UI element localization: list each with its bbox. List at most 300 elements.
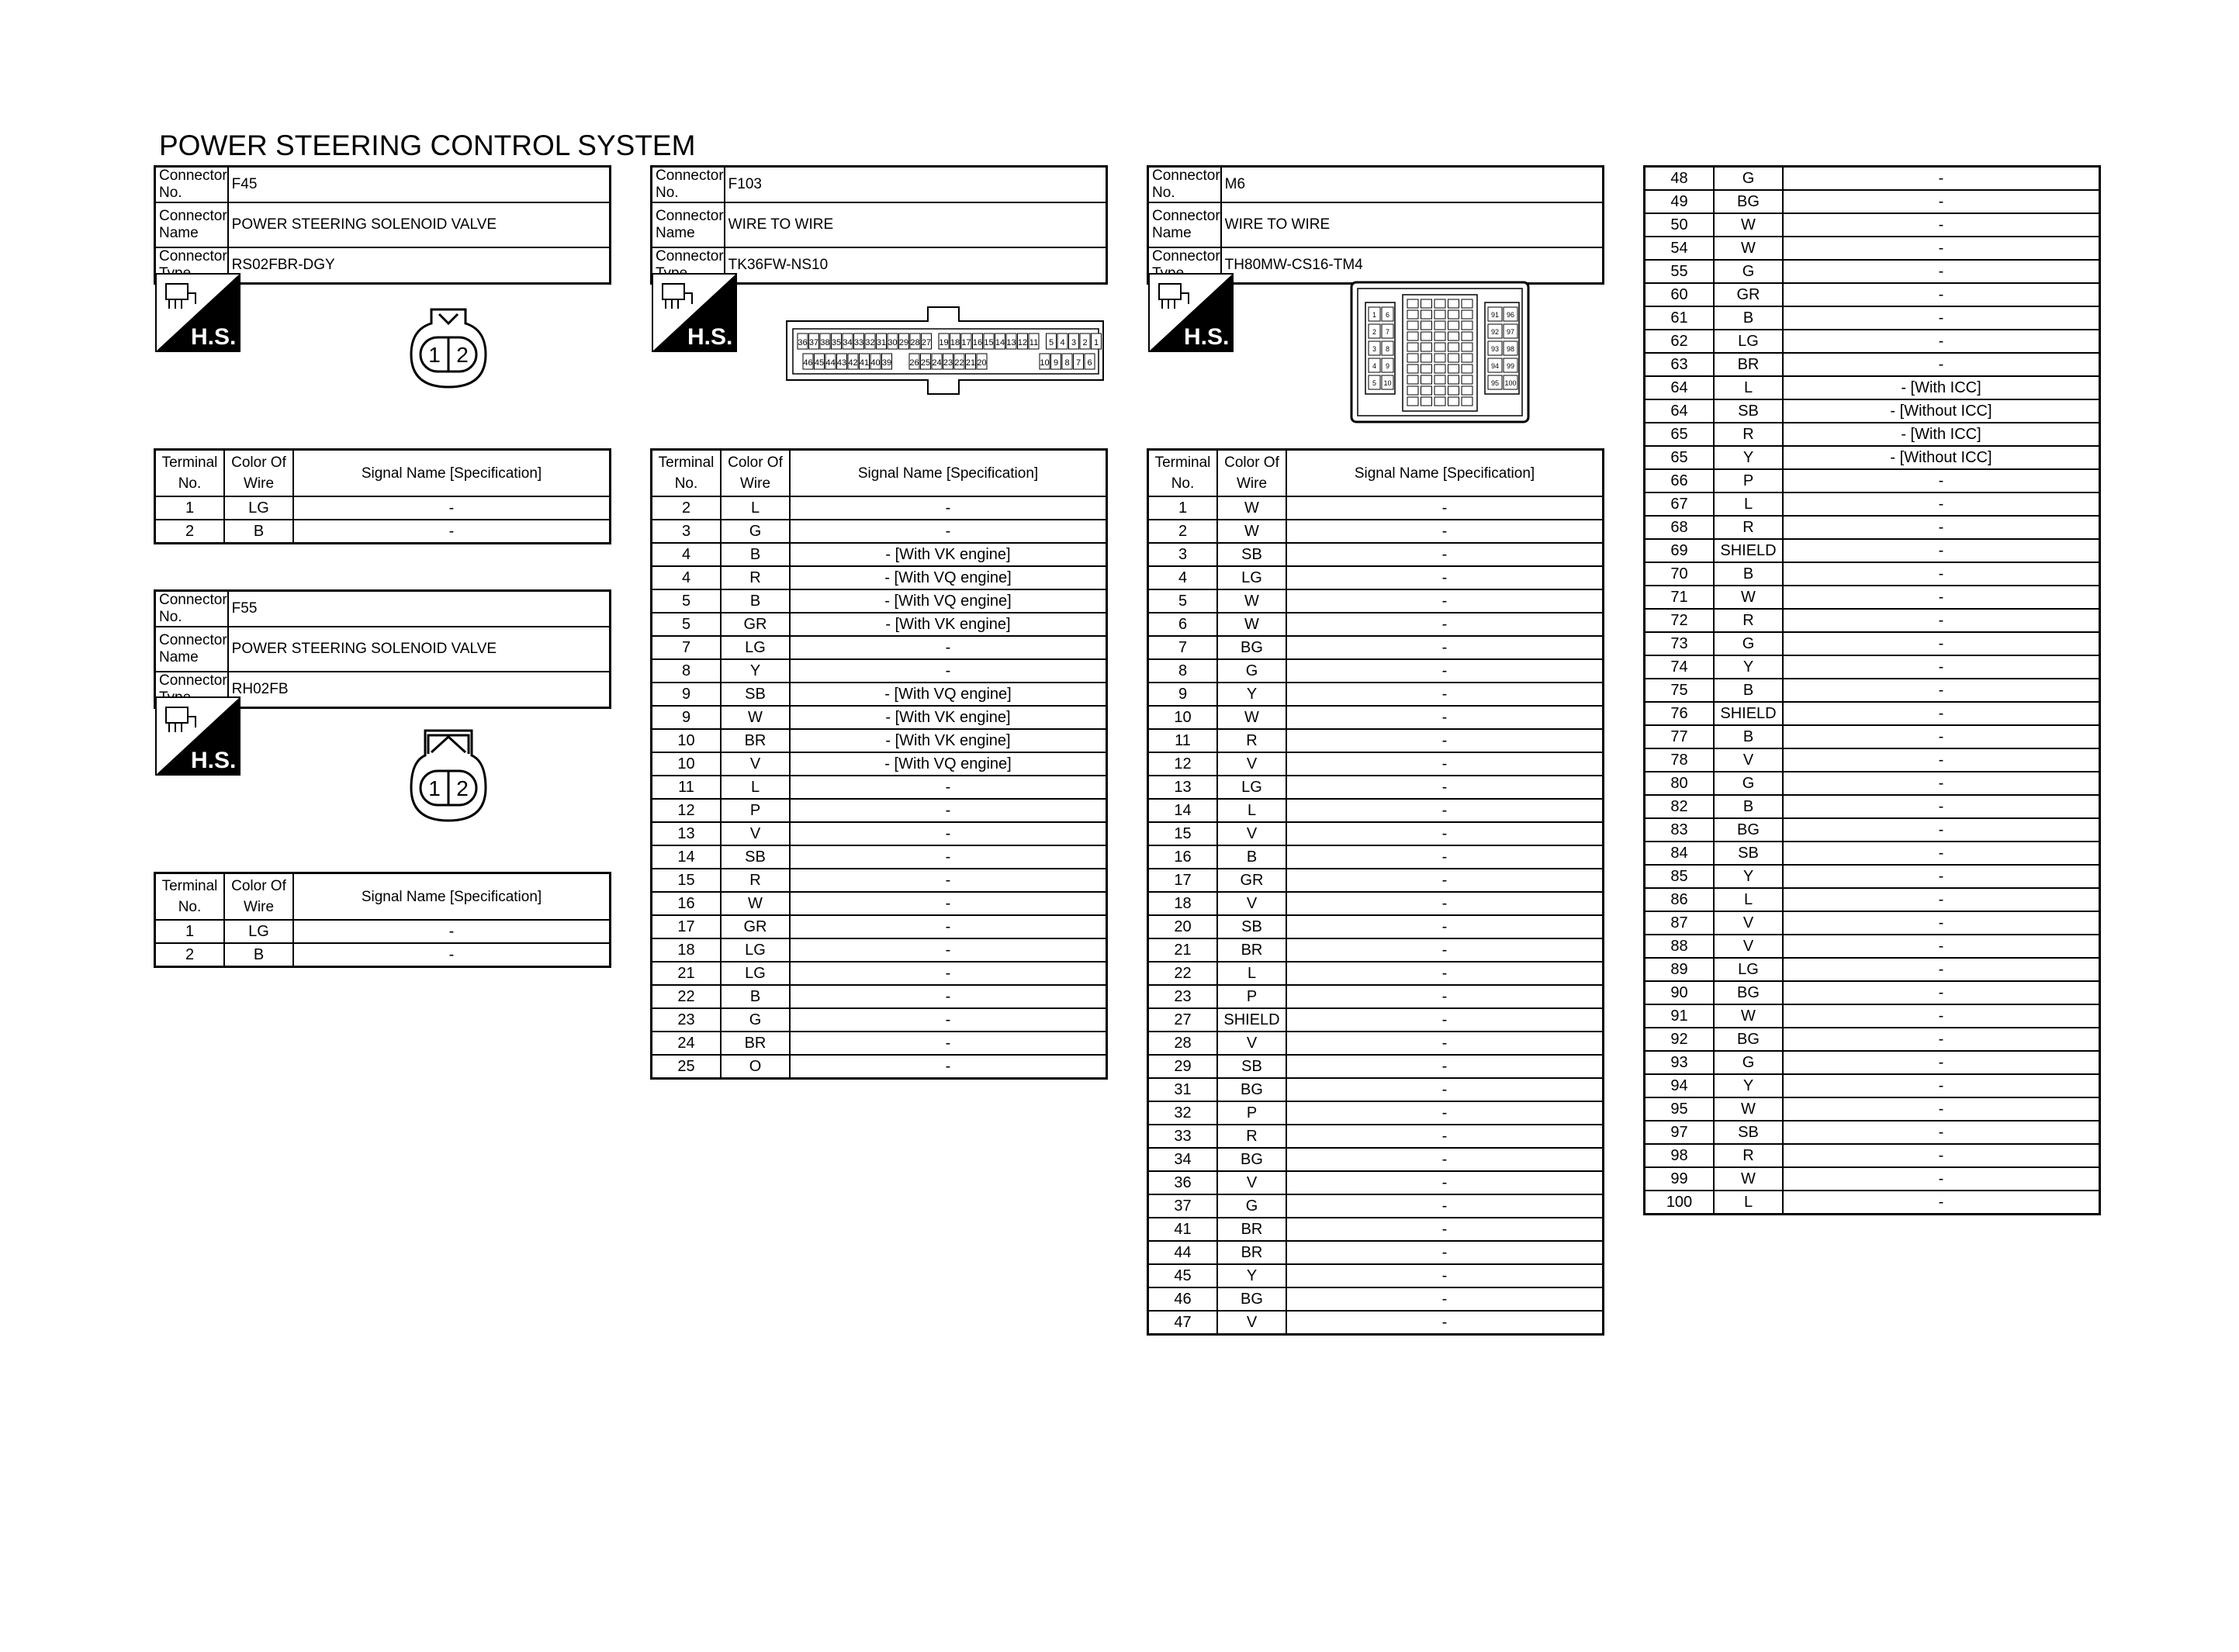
signal-name-cell: - [With VQ engine] (790, 589, 1107, 613)
wire-color-cell: BG (1217, 636, 1286, 659)
table-row (1148, 1101, 1604, 1125)
signal-name-cell: - (1286, 1125, 1604, 1148)
header-color-of-wire: Color Of Wire (224, 873, 293, 921)
connector-no-value: M6 (1221, 167, 1604, 203)
signal-name-cell: - (1286, 1311, 1604, 1335)
terminal-no-cell: 1 (155, 496, 225, 520)
table-row (1645, 1191, 2100, 1215)
terminal-no-cell: 31 (1148, 1078, 1218, 1101)
terminal-table-f55 (154, 872, 611, 968)
table-row (1645, 283, 2100, 306)
signal-name-cell: - (1286, 845, 1604, 869)
wire-color-cell: B (1714, 795, 1783, 818)
terminal-no-cell: 29 (1148, 1055, 1218, 1078)
signal-name-cell: - (1286, 822, 1604, 845)
table-row (1148, 915, 1604, 938)
terminal-no-cell: 13 (652, 822, 722, 845)
wire-color-cell: R (1714, 609, 1783, 632)
signal-name-cell: - (1286, 1218, 1604, 1241)
terminal-no-cell: 83 (1645, 818, 1715, 842)
terminal-no-cell: 63 (1645, 353, 1715, 376)
table-row (1645, 609, 2100, 632)
pin-label: 99 (1506, 362, 1515, 370)
terminal-no-cell: 54 (1645, 237, 1715, 260)
terminal-no-cell: 68 (1645, 516, 1715, 539)
terminal-no-cell: 21 (652, 962, 722, 985)
table-row (155, 920, 611, 943)
pin-label: 29 (898, 338, 909, 347)
table-row (1645, 1144, 2100, 1167)
terminal-no-cell: 75 (1645, 679, 1715, 702)
wire-color-cell: W (1714, 237, 1783, 260)
wire-color-cell: SB (1217, 915, 1286, 938)
pin-label: 12 (1017, 338, 1028, 347)
table-row (1645, 586, 2100, 609)
signal-name-cell: - (1286, 1241, 1604, 1264)
signal-name-cell: - (790, 1055, 1107, 1079)
terminal-no-cell: 2 (155, 520, 225, 544)
terminal-no-cell: 16 (652, 892, 722, 915)
wire-color-cell: BR (1217, 1241, 1286, 1264)
signal-name-cell: - (1286, 985, 1604, 1008)
terminal-no-cell: 95 (1645, 1097, 1715, 1121)
wire-color-cell: V (1714, 748, 1783, 772)
terminal-no-cell: 1 (1148, 496, 1218, 520)
terminal-no-cell: 23 (1148, 985, 1218, 1008)
pin-label: 5 (1048, 338, 1054, 347)
terminal-no-cell: 2 (155, 943, 225, 967)
wire-color-cell: L (1714, 888, 1783, 911)
wire-color-cell: Y (1714, 446, 1783, 469)
wire-color-cell: LG (224, 496, 293, 520)
terminal-no-cell: 89 (1645, 958, 1715, 981)
signal-name-cell: - (1286, 659, 1604, 683)
terminal-no-cell: 10 (652, 752, 722, 776)
table-row (1148, 1008, 1604, 1032)
signal-name-cell: - [With ICC] (1783, 423, 2100, 446)
terminal-table-f103 (650, 448, 1108, 1080)
signal-name-cell: - (1286, 613, 1604, 636)
signal-name-cell: - (1783, 562, 2100, 586)
wire-color-cell: R (1714, 423, 1783, 446)
pin-label: 2 (1372, 328, 1377, 336)
signal-name-cell: - (1286, 1287, 1604, 1311)
wire-color-cell: LG (721, 636, 790, 659)
signal-name-cell: - (1286, 752, 1604, 776)
wire-color-cell: BG (1217, 1287, 1286, 1311)
table-row (1148, 892, 1604, 915)
signal-name-cell: - (790, 496, 1107, 520)
table-row (1148, 706, 1604, 729)
terminal-no-cell: 7 (1148, 636, 1218, 659)
wire-color-cell: BR (1714, 353, 1783, 376)
signal-name-cell: - (1783, 539, 2100, 562)
pin-label: 6 (1087, 358, 1092, 368)
wire-color-cell: W (721, 706, 790, 729)
signal-name-cell: - (1286, 1148, 1604, 1171)
wire-color-cell: Y (1714, 1074, 1783, 1097)
table-row (1645, 516, 2100, 539)
signal-name-cell: - [With VK engine] (790, 543, 1107, 566)
terminal-no-cell: 21 (1148, 938, 1218, 962)
terminal-no-cell: 48 (1645, 167, 1715, 191)
terminal-no-cell: 90 (1645, 981, 1715, 1004)
signal-name-cell: - (1286, 683, 1604, 706)
header-signal-name: Signal Name [Specification] (293, 450, 611, 497)
table-row (1645, 306, 2100, 330)
wire-color-cell: B (224, 943, 293, 967)
pin-label: 10 (1383, 379, 1392, 387)
label-connector-no: Connector No. (1148, 167, 1221, 203)
terminal-no-cell: 92 (1645, 1028, 1715, 1051)
terminal-no-cell: 77 (1645, 725, 1715, 748)
signal-name-cell: - (1286, 869, 1604, 892)
wire-color-cell: SB (721, 845, 790, 869)
wire-color-cell: Y (1217, 683, 1286, 706)
connector-name-value: WIRE TO WIRE (725, 202, 1107, 247)
connector-type-value: TH80MW-CS16-TM4 (1221, 247, 1604, 284)
label-connector-type: Connector (1148, 247, 1221, 284)
wire-color-cell: V (721, 822, 790, 845)
hs-badge-icon (652, 273, 737, 352)
label-connector-name: Connector Name (1148, 202, 1221, 247)
signal-name-cell: - (1783, 1051, 2100, 1074)
table-row (652, 1032, 1107, 1055)
terminal-no-cell: 14 (1148, 799, 1218, 822)
signal-name-cell: - (1783, 1144, 2100, 1167)
table-row (1148, 1125, 1604, 1148)
table-row (1148, 543, 1604, 566)
wire-color-cell: GR (721, 915, 790, 938)
signal-name-cell: - [With VK engine] (790, 729, 1107, 752)
table-row (1645, 842, 2100, 865)
table-row (1148, 636, 1604, 659)
terminal-no-cell: 34 (1148, 1148, 1218, 1171)
connector-type-value: TK36FW-NS10 (725, 247, 1107, 284)
signal-name-cell: - (1783, 1004, 2100, 1028)
signal-name-cell: - (790, 1008, 1107, 1032)
table-row (1645, 492, 2100, 516)
table-row (652, 869, 1107, 892)
connector-no-value: F103 (725, 167, 1107, 203)
header-terminal-no: Terminal No. (1148, 450, 1218, 497)
signal-name-cell: - (790, 520, 1107, 543)
wire-color-cell: W (721, 892, 790, 915)
table-row (1645, 376, 2100, 399)
pin-label: 24 (932, 358, 942, 368)
wire-color-cell: SHIELD (1714, 702, 1783, 725)
wire-color-cell: G (1714, 260, 1783, 283)
wire-color-cell: V (1217, 1171, 1286, 1194)
signal-name-cell: - (1783, 911, 2100, 935)
table-row (652, 845, 1107, 869)
pin-label: 33 (853, 338, 864, 347)
table-row (1645, 679, 2100, 702)
connector-no-value: F45 (228, 167, 611, 203)
wire-color-cell: Y (1714, 655, 1783, 679)
wire-color-cell: R (1217, 1125, 1286, 1148)
wire-color-cell: V (1217, 892, 1286, 915)
label-connector-name: Connector Name (652, 202, 725, 247)
label-connector-type: Connector (652, 247, 725, 284)
pin-label: 97 (1506, 328, 1515, 336)
pin-label: 26 (909, 358, 919, 368)
table-row (1645, 632, 2100, 655)
terminal-no-cell: 74 (1645, 655, 1715, 679)
table-row (1148, 1032, 1604, 1055)
signal-name-cell: - (1783, 842, 2100, 865)
terminal-no-cell: 9 (1148, 683, 1218, 706)
signal-name-cell: - (1783, 1028, 2100, 1051)
terminal-no-cell: 91 (1645, 1004, 1715, 1028)
terminal-no-cell: 5 (1148, 589, 1218, 613)
wire-color-cell: V (1217, 1311, 1286, 1335)
pin-label: 15 (984, 338, 994, 347)
table-row (652, 520, 1107, 543)
table-row (1645, 213, 2100, 237)
terminal-no-cell: 13 (1148, 776, 1218, 799)
wire-color-cell: LG (1217, 776, 1286, 799)
table-row (1148, 799, 1604, 822)
wire-color-cell: LG (721, 938, 790, 962)
connector-type-value: RS02FBR-DGY (228, 247, 611, 284)
pin-label: 16 (972, 338, 983, 347)
hs-badge-icon (1148, 273, 1234, 352)
terminal-no-cell: 16 (1148, 845, 1218, 869)
pin-label: 9 (1385, 362, 1390, 370)
pin-label: 8 (1064, 358, 1070, 368)
label-connector-name: Connector Name (155, 202, 228, 247)
terminal-no-cell: 11 (1148, 729, 1218, 752)
wire-color-cell: L (1217, 799, 1286, 822)
table-row (652, 496, 1107, 520)
wire-color-cell: R (1217, 729, 1286, 752)
signal-name-cell: - (1286, 799, 1604, 822)
wire-color-cell: SB (1217, 543, 1286, 566)
pin-label: 8 (1385, 345, 1390, 353)
pin-label: 41 (859, 358, 870, 368)
signal-name-cell: - (1783, 167, 2100, 191)
wire-color-cell: L (1217, 962, 1286, 985)
table-row (1645, 190, 2100, 213)
table-row (1645, 539, 2100, 562)
terminal-no-cell: 60 (1645, 283, 1715, 306)
pin-label: 44 (825, 358, 836, 368)
table-row (1148, 1171, 1604, 1194)
wire-color-cell: G (721, 520, 790, 543)
wire-color-cell: L (1714, 1191, 1783, 1215)
table-row (652, 1008, 1107, 1032)
svg-text:1: 1 (428, 343, 441, 367)
signal-name-cell: - (790, 962, 1107, 985)
wire-color-cell: B (1714, 562, 1783, 586)
terminal-no-cell: 15 (652, 869, 722, 892)
table-row (652, 659, 1107, 683)
terminal-no-cell: 3 (652, 520, 722, 543)
table-row (1645, 748, 2100, 772)
table-row (1148, 1311, 1604, 1335)
table-row (1645, 1074, 2100, 1097)
terminal-no-cell: 37 (1148, 1194, 1218, 1218)
pin-label: 18 (950, 338, 960, 347)
pin-label: 2 (1082, 338, 1088, 347)
terminal-no-cell: 7 (652, 636, 722, 659)
page-title: POWER STEERING CONTROL SYSTEM (159, 130, 696, 161)
signal-name-cell: - (1783, 748, 2100, 772)
wire-color-cell: BG (1217, 1078, 1286, 1101)
terminal-no-cell: 70 (1645, 562, 1715, 586)
wire-color-cell: V (1217, 752, 1286, 776)
wire-color-cell: SHIELD (1217, 1008, 1286, 1032)
table-row (1148, 822, 1604, 845)
pin-label: 94 (1490, 362, 1500, 370)
signal-name-cell: - (1783, 702, 2100, 725)
wire-color-cell: SB (1714, 1121, 1783, 1144)
signal-name-cell: - (1286, 892, 1604, 915)
terminal-no-cell: 86 (1645, 888, 1715, 911)
signal-name-cell: - (1783, 330, 2100, 353)
wire-color-cell: R (1714, 1144, 1783, 1167)
terminal-no-cell: 22 (652, 985, 722, 1008)
label-connector-no: Connector No. (652, 167, 725, 203)
pin-label: 28 (910, 338, 920, 347)
signal-name-cell: - (1783, 981, 2100, 1004)
table-row (1148, 520, 1604, 543)
svg-text:2: 2 (456, 343, 469, 367)
wire-color-cell: L (1714, 376, 1783, 399)
svg-text:H.S.: H.S. (1184, 324, 1230, 350)
pin-label: 100 (1504, 379, 1517, 387)
table-row (1148, 1055, 1604, 1078)
table-row (1148, 659, 1604, 683)
pin-label: 30 (888, 338, 898, 347)
table-row (1645, 911, 2100, 935)
terminal-no-cell: 8 (652, 659, 722, 683)
wire-color-cell: W (1714, 1004, 1783, 1028)
signal-name-cell: - [With VQ engine] (790, 752, 1107, 776)
terminal-no-cell: 9 (652, 706, 722, 729)
table-row (652, 752, 1107, 776)
hs-badge-icon (155, 273, 241, 352)
wire-color-cell: R (1714, 516, 1783, 539)
wire-color-cell: W (1714, 1097, 1783, 1121)
terminal-no-cell: 88 (1645, 935, 1715, 958)
signal-name-cell: - (1783, 795, 2100, 818)
pin-label: 19 (939, 338, 949, 347)
wire-color-cell: G (1714, 632, 1783, 655)
signal-name-cell: - (293, 943, 611, 967)
terminal-no-cell: 87 (1645, 911, 1715, 935)
terminal-no-cell: 65 (1645, 423, 1715, 446)
wire-color-cell: R (721, 869, 790, 892)
terminal-no-cell: 8 (1148, 659, 1218, 683)
terminal-no-cell: 69 (1645, 539, 1715, 562)
terminal-no-cell: 76 (1645, 702, 1715, 725)
pin-label: 20 (977, 358, 987, 368)
signal-name-cell: - [With VK engine] (790, 706, 1107, 729)
signal-name-cell: - (1783, 818, 2100, 842)
terminal-no-cell: 17 (652, 915, 722, 938)
wire-color-cell: L (721, 776, 790, 799)
connector-face-m6 (1348, 279, 1531, 429)
connector-name-value: POWER STEERING SOLENOID VALVE (228, 627, 611, 672)
pin-label: 98 (1506, 345, 1515, 353)
table-row (1645, 330, 2100, 353)
signal-name-cell: - (1783, 655, 2100, 679)
signal-name-cell: - (1286, 589, 1604, 613)
table-row (652, 729, 1107, 752)
table-row (1645, 865, 2100, 888)
wire-color-cell: B (1217, 845, 1286, 869)
pin-label: 40 (870, 358, 881, 368)
terminal-no-cell: 97 (1645, 1121, 1715, 1144)
terminal-no-cell: 84 (1645, 842, 1715, 865)
header-signal-name: Signal Name [Specification] (293, 873, 611, 921)
signal-name-cell: - (790, 915, 1107, 938)
terminal-no-cell: 41 (1148, 1218, 1218, 1241)
wire-color-cell: SB (1217, 1055, 1286, 1078)
pin-label: 7 (1385, 328, 1390, 336)
table-row (1645, 1028, 2100, 1051)
terminal-no-cell: 46 (1148, 1287, 1218, 1311)
pin-label: 32 (865, 338, 875, 347)
wire-color-cell: Y (721, 659, 790, 683)
signal-name-cell: - (1783, 865, 2100, 888)
table-row (1148, 1264, 1604, 1287)
signal-name-cell: - (1783, 725, 2100, 748)
terminal-no-cell: 24 (652, 1032, 722, 1055)
wire-color-cell: BG (1714, 1028, 1783, 1051)
signal-name-cell: - [With VQ engine] (790, 566, 1107, 589)
wire-color-cell: V (1217, 822, 1286, 845)
wire-color-cell: LG (224, 920, 293, 943)
signal-name-cell: - (790, 985, 1107, 1008)
label-connector-type: Connector (155, 672, 228, 708)
wire-color-cell: G (1714, 772, 1783, 795)
terminal-no-cell: 4 (1148, 566, 1218, 589)
table-row (1148, 1218, 1604, 1241)
signal-name-cell: - [With ICC] (1783, 376, 2100, 399)
svg-text:H.S.: H.S. (687, 324, 733, 350)
table-row (1148, 1148, 1604, 1171)
pin-label: 36 (798, 338, 808, 347)
table-row (1148, 683, 1604, 706)
signal-name-cell: - (1286, 1264, 1604, 1287)
terminal-no-cell: 49 (1645, 190, 1715, 213)
terminal-no-cell: 6 (1148, 613, 1218, 636)
terminal-no-cell: 45 (1148, 1264, 1218, 1287)
terminal-no-cell: 64 (1645, 376, 1715, 399)
table-row (155, 496, 611, 520)
terminal-no-cell: 62 (1645, 330, 1715, 353)
connector-face-f103 (784, 302, 1109, 404)
wire-color-cell: W (1217, 520, 1286, 543)
table-row (1645, 446, 2100, 469)
wire-color-cell: SB (1714, 399, 1783, 423)
signal-name-cell: - (1783, 586, 2100, 609)
connector-name-value: WIRE TO WIRE (1221, 202, 1604, 247)
pin-label: 42 (848, 358, 858, 368)
terminal-no-cell: 67 (1645, 492, 1715, 516)
terminal-no-cell: 14 (652, 845, 722, 869)
signal-name-cell: - (1783, 632, 2100, 655)
svg-text:1: 1 (428, 776, 441, 800)
table-row (1148, 869, 1604, 892)
header-signal-name: Signal Name [Specification] (1286, 450, 1604, 497)
signal-name-cell: - (1783, 492, 2100, 516)
header-color-of-wire: Color Of Wire (721, 450, 790, 497)
wire-color-cell: V (1714, 911, 1783, 935)
